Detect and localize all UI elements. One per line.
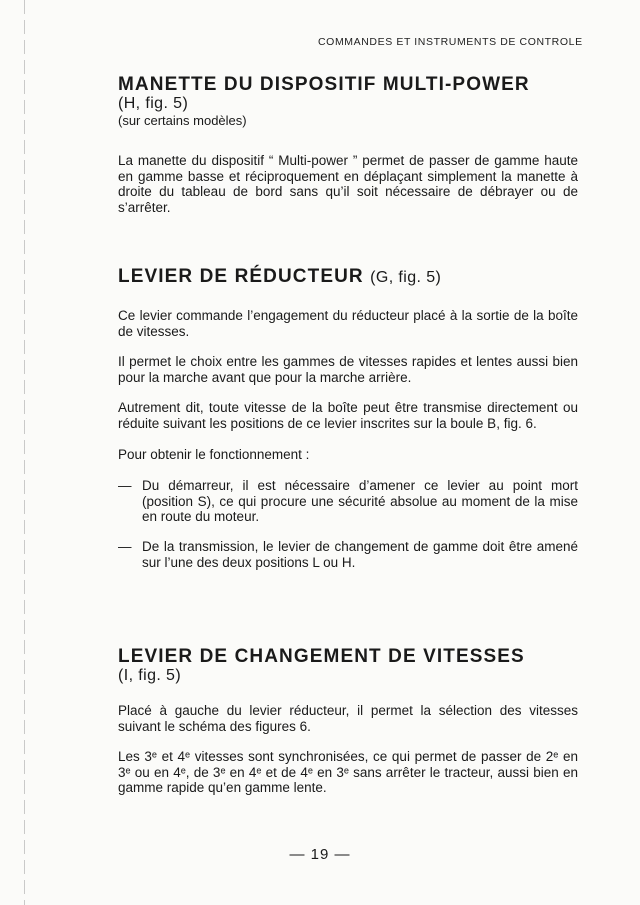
section-reducteur: [118, 266, 578, 570]
figure-reference: (I, fig. 5): [118, 667, 182, 684]
running-header: COMMANDES ET INSTRUMENTS DE CONTROLE: [318, 36, 583, 48]
section-changement-vitesses: [118, 646, 578, 796]
list-item-text: De la transmission, le levier de changement de gamme doit être amené sur l’une des deux positions L ou H.: [142, 538, 578, 570]
dash-bullet: —: [118, 538, 132, 554]
list-item: [118, 478, 578, 525]
list-item-text: Du démarreur, il est nécessaire d’amener ce levier au point mort (position S), ce qui procure une sécurité absolue au moment de la mise en route du moteur.: [142, 478, 578, 525]
model-note: (sur certains modèles): [118, 113, 247, 128]
section-title-text: LEVIER DE RÉDUCTEUR: [118, 266, 364, 287]
paragraph: Pour obtenir le fonctionnement :: [118, 446, 310, 462]
list-item: [118, 539, 578, 570]
section-title: MANETTE DU DISPOSITIF MULTI-POWER: [118, 74, 530, 95]
binding-edge-line: [24, 0, 25, 905]
section-title: LEVIER DE CHANGEMENT DE VITESSES: [118, 646, 525, 667]
paragraph: Autrement dit, toute vitesse de la boîte peut être transmise directement ou réduite suivant les positions de ce levier inscrites sur la boule B, fig. 6.: [118, 400, 578, 431]
section-title: [118, 266, 578, 288]
figure-reference: (G, fig. 5): [370, 269, 442, 286]
page-number: — 19 —: [289, 846, 351, 863]
paragraph: Placé à gauche du levier réducteur, il permet la sélection des vitesses suivant le schéma des figures 6.: [118, 703, 578, 734]
paragraph: Les 3ᵉ et 4ᵉ vitesses sont synchronisées, ce qui permet de passer de 2ᵉ en 3ᵉ ou en 4ᵉ, de 3ᵉ en 4ᵉ et de 4ᵉ en 3ᵉ sans arrêter le tracteur, aussi bien en gamme rapide qu’en gamme lente.: [118, 749, 578, 796]
section-multi-power: [118, 74, 578, 215]
paragraph: La manette du dispositif “ Multi-power ” permet de passer de gamme haute en gamme basse et réciproquement en déplaçant simplement la manette à droite du tableau de bord sans qu’il soit nécessaire de débrayer ou de s’arrêter.: [118, 153, 578, 215]
dash-bullet: —: [118, 478, 132, 494]
paragraph: Ce levier commande l’engagement du réducteur placé à la sortie de la boîte de vitesses.: [118, 308, 578, 339]
figure-reference: (H, fig. 5): [118, 95, 189, 112]
paragraph: Il permet le choix entre les gammes de vitesses rapides et lentes aussi bien pour la marche avant que pour la marche arrière.: [118, 354, 578, 385]
